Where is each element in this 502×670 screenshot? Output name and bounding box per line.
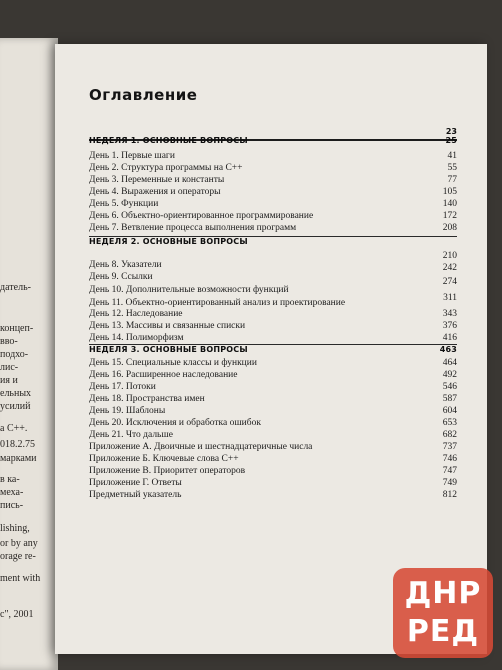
left-fragment: лис- [0, 362, 19, 373]
toc-label: День 3. Переменные и константы [89, 175, 225, 185]
toc-label: Приложение Б. Ключевые слова C++ [89, 454, 239, 464]
toc-row [89, 369, 457, 381]
page-number: 682 [442, 430, 457, 440]
toc-row [89, 174, 457, 186]
page-number: 208 [442, 223, 457, 233]
toc-label: День 5. Функции [89, 199, 159, 209]
page-number: 463 [439, 345, 457, 354]
left-fragment: в ка- [0, 474, 20, 485]
left-fragment: ment with [0, 573, 41, 584]
left-fragment: с", 2001 [0, 609, 34, 620]
page-number: 140 [442, 199, 457, 209]
toc-label: День 12. Наследование [89, 309, 183, 319]
toc-label: Приложение В. Приоритет операторов [89, 466, 246, 476]
toc-label: День 13. Массивы и связанные списки [89, 321, 246, 331]
toc-label: День 11. Объектно-ориентированный анализ и проектирование [89, 298, 346, 308]
toc-row [89, 441, 457, 453]
toc-label: День 10. Дополнительные возможности функций [89, 285, 289, 295]
page-number: 747 [442, 466, 457, 476]
toc-label: День 4. Выражения и операторы [89, 187, 221, 197]
toc-row [89, 308, 457, 320]
page-number: 376 [442, 321, 457, 331]
page-number: 604 [442, 406, 457, 416]
left-fragment: lishing, [0, 523, 30, 534]
toc-row [89, 162, 457, 174]
toc-label: День 14. Полиморфизм [89, 333, 184, 343]
toc-row [89, 465, 457, 477]
page-number: 464 [442, 358, 457, 368]
toc-label: День 19. Шаблоны [89, 406, 166, 416]
toc-label: День 18. Пространства имен [89, 394, 205, 404]
toc-row [89, 210, 457, 222]
logo-line-top: ДНР [404, 576, 482, 611]
left-fragment: подхо- [0, 349, 29, 360]
week-heading [89, 135, 457, 147]
left-fragment: ия и [0, 375, 18, 386]
left-fragment: меха- [0, 487, 24, 498]
toc-label: День 7. Ветвление процесса выполнения программ [89, 223, 297, 233]
page-number: 172 [442, 211, 457, 221]
left-fragment: or by any [0, 538, 38, 549]
week-label: НЕДЕЛЯ 3. ОСНОВНЫЕ ВОПРОСЫ [89, 345, 248, 354]
week-heading [89, 344, 457, 356]
page-number: 274 [442, 277, 457, 287]
page-number: 749 [442, 478, 457, 488]
week-label: НЕДЕЛЯ 1. ОСНОВНЫЕ ВОПРОСЫ [89, 136, 248, 145]
toc-row [89, 186, 457, 198]
week-label: НЕДЕЛЯ 2. ОСНОВНЫЕ ВОПРОСЫ [89, 237, 248, 246]
toc-row [89, 405, 457, 417]
left-fragment: а C++. [0, 423, 28, 434]
page-number: 242 [442, 263, 457, 273]
page-number: 210 [442, 251, 457, 261]
page-number: 311 [443, 293, 457, 303]
page-number: 25 [445, 136, 457, 145]
toc-row [89, 477, 457, 489]
toc-row [89, 332, 457, 344]
page-number: 416 [442, 333, 457, 343]
toc-row [89, 489, 457, 501]
page-number: 587 [442, 394, 457, 404]
week-heading [89, 236, 457, 248]
page-number: 737 [442, 442, 457, 452]
toc-label: День 17. Потоки [89, 382, 156, 392]
page-number: 746 [442, 454, 457, 464]
toc-row [89, 381, 457, 393]
toc-row [89, 222, 457, 234]
page-number: 653 [442, 418, 457, 428]
toc-label: Приложение Г. Ответы [89, 478, 182, 488]
toc-label: День 15. Специальные классы и функции [89, 358, 257, 368]
left-fragment: orage re- [0, 551, 36, 562]
toc-row [89, 198, 457, 210]
toc-row [89, 417, 457, 429]
toc-label: День 16. Расширенное наследование [89, 370, 238, 380]
toc-row [89, 320, 457, 332]
toc-label: День 8. Указатели [89, 260, 162, 270]
toc-label: День 2. Структура программы на C++ [89, 163, 243, 173]
left-fragment: концеп- [0, 323, 34, 334]
page-number: 343 [442, 309, 457, 319]
left-fragment: датель- [0, 282, 31, 293]
page-number: 77 [447, 175, 457, 185]
toc-label: День 1. Первые шаги [89, 151, 175, 161]
toc-label: Предметный указатель [89, 490, 182, 500]
toc-label: День 20. Исключения и обработка ошибок [89, 418, 261, 428]
toc-label: День 9. Ссылки [89, 272, 153, 282]
left-fragment: ельных [0, 388, 32, 399]
page-number: 105 [442, 187, 457, 197]
left-fragment: марками [0, 453, 37, 464]
toc-label: День 21. Что дальше [89, 430, 173, 440]
left-fragment: вво- [0, 336, 18, 347]
page-number: 23 [445, 127, 457, 136]
toc-row [89, 150, 457, 162]
toc-row [89, 393, 457, 405]
toc-row [89, 429, 457, 441]
previous-page [0, 38, 58, 670]
page-title: Оглавление [89, 86, 198, 104]
left-fragment: усилий [0, 401, 31, 412]
toc-label: День 6. Объектно-ориентированное программирование [89, 211, 314, 221]
page-number: 41 [447, 151, 457, 161]
watermark-logo [393, 568, 493, 658]
toc-row [89, 357, 457, 369]
page-number: 492 [442, 370, 457, 380]
toc-row [89, 453, 457, 465]
page-number: 546 [442, 382, 457, 392]
toc-page [55, 44, 487, 654]
page-number: 55 [447, 163, 457, 173]
left-fragment: пись- [0, 500, 24, 511]
page-number: 812 [442, 490, 457, 500]
logo-line-bottom: РЕД [406, 614, 480, 649]
left-fragment: 018.2.75 [0, 439, 35, 450]
toc-label: Приложение А. Двоичные и шестнадцатеричные числа [89, 442, 313, 452]
